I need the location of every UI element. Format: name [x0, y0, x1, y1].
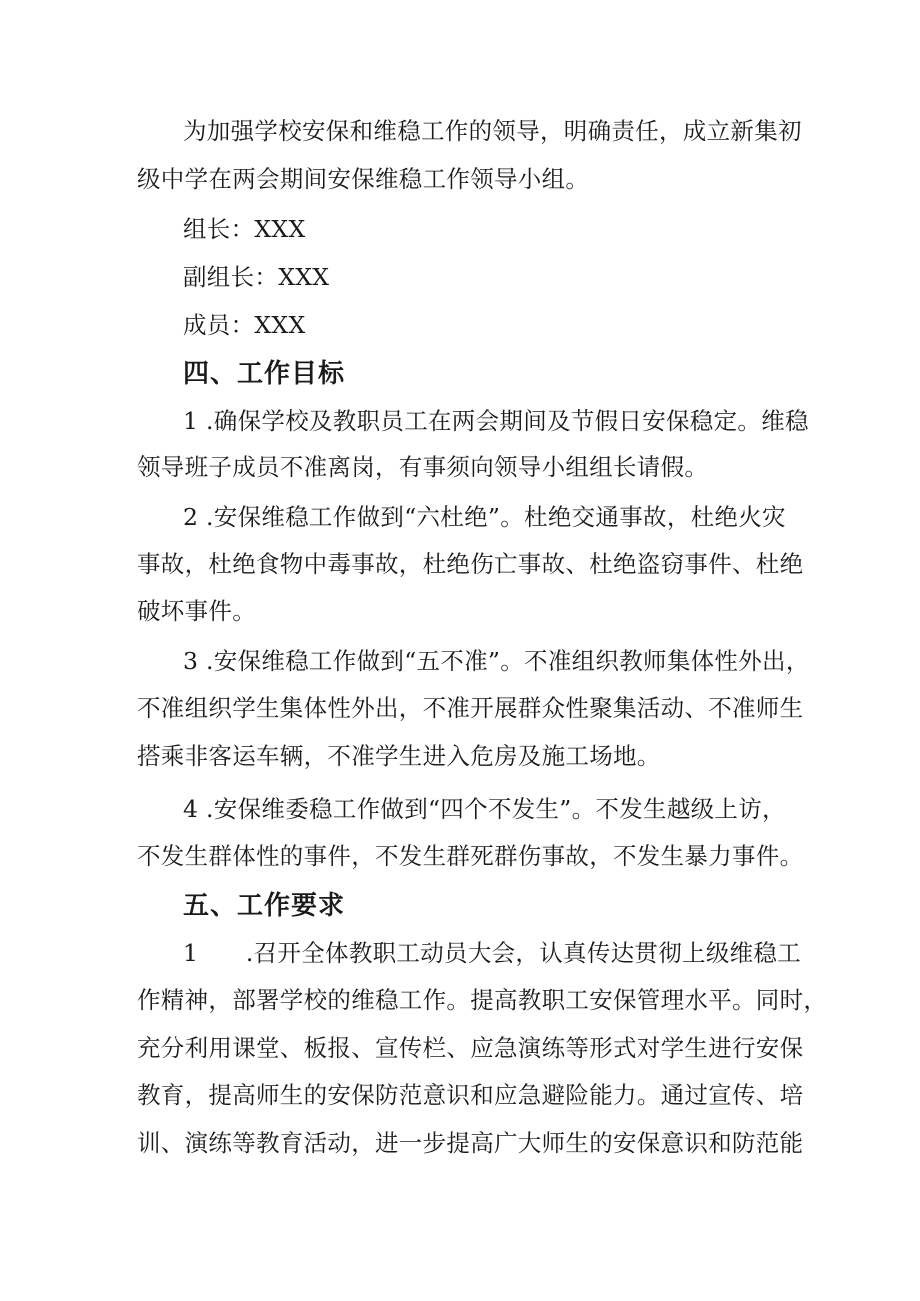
goal-item-4-line: 不发生群体性的事件，不发生群死群伤事故，不发生暴力事件。: [137, 842, 804, 870]
goal-item-3-line: 3 .安保维稳工作做到“五不准”。不准组织教师集体性外出，: [183, 647, 810, 675]
goal-item-3-line: 不准组织学生集体性外出，不准开展群众性聚集活动、不准师生: [137, 694, 804, 722]
goal-item-1-line: 领导班子成员不准离岗，有事须向领导小组组长请假。: [137, 453, 709, 481]
goal-item-3-line: 搭乘非客运车辆，不准学生进入危房及施工场地。: [137, 742, 661, 770]
requirement-item-1-line: 教育，提高师生的安保防范意识和应急避险能力。通过宣传、培: [137, 1081, 804, 1109]
deputy-leader-line: 副组长：XXX: [183, 263, 330, 291]
section-heading-4: 四、工作目标: [183, 359, 346, 389]
goal-item-2-line: 2 .安保维稳工作做到“六杜绝”。杜绝交通事故，杜绝火灾: [183, 503, 786, 531]
leader-line: 组长：XXX: [183, 215, 306, 243]
section-heading-5: 五、工作要求: [183, 891, 346, 921]
goal-item-4-line: 4 .安保维委稳工作做到“四个不发生”。不发生越级上访，: [183, 795, 786, 823]
goal-item-2-line: 事故，杜绝食物中毒事故，杜绝伤亡事故、杜绝盗窃事件、杜绝: [137, 550, 804, 578]
requirement-item-1-line: 作精神，部署学校的维稳工作。提高教职工安保管理水平。同时，: [137, 986, 828, 1014]
requirement-item-1-line: 1 .召开全体教职工动员大会，认真传达贯彻上级维稳工: [183, 939, 802, 967]
goal-item-1-line: 1 .确保学校及教职员工在两会期间及节假日安保稳定。维稳: [183, 407, 809, 435]
paragraph-line: 为加强学校安保和维稳工作的领导，明确责任，成立新集初: [183, 117, 802, 145]
requirement-item-1-line: 充分利用课堂、板报、宣传栏、应急演练等形式对学生进行安保: [137, 1034, 804, 1062]
members-line: 成员：XXX: [183, 311, 306, 339]
requirement-item-1-line: 训、演练等教育活动，进一步提高广大师生的安保意识和防范能: [137, 1129, 804, 1157]
goal-item-2-line: 破坏事件。: [137, 597, 256, 625]
paragraph-line: 级中学在两会期间安保维稳工作领导小组。: [137, 165, 590, 193]
